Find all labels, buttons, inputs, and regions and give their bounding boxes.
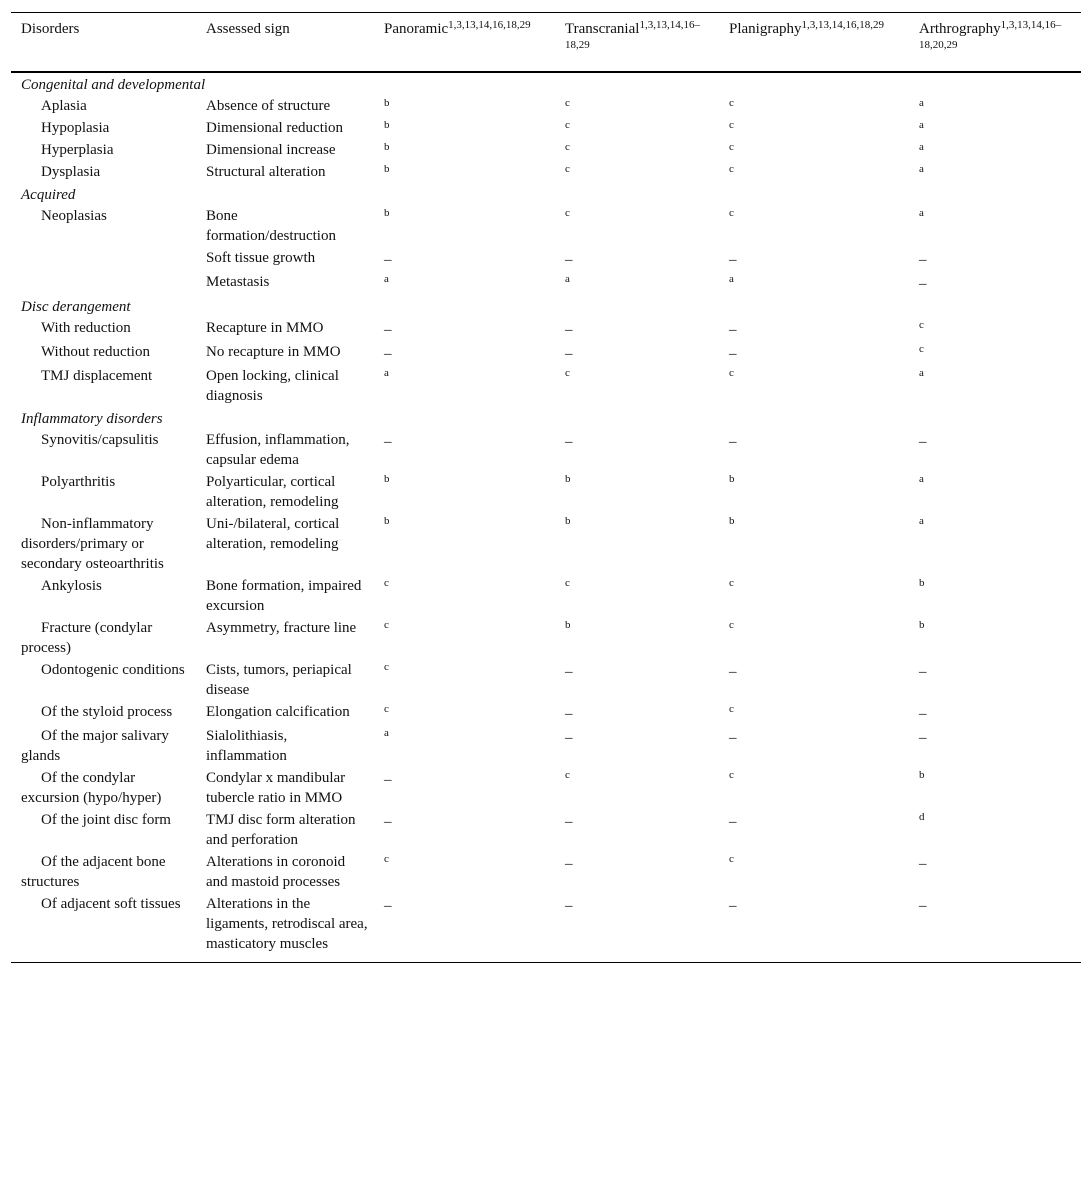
section-label: Disc derangement — [21, 299, 131, 315]
arthrography-cell: b — [919, 769, 925, 781]
disorder-cell: Odontogenic conditions — [41, 662, 185, 678]
planigraphy-cell: c — [729, 207, 734, 219]
planigraphy-cell: b — [729, 473, 735, 485]
assessed-sign-cell: Bone formation, impaired excursion — [206, 578, 362, 614]
table-row — [11, 701, 1081, 725]
arthrography-cell: – — [919, 856, 927, 872]
table-row — [11, 809, 1081, 851]
panoramic-cell: – — [384, 346, 392, 362]
disorder-cell: Dysplasia — [41, 164, 101, 180]
arthrography-cell: d — [919, 811, 925, 823]
transcranial-cell: – — [565, 252, 573, 268]
disorder-cell: Hyperplasia — [41, 142, 114, 158]
section-label: Acquired — [21, 187, 76, 203]
assessed-sign-cell: Dimensional increase — [206, 142, 336, 158]
arthrography-cell: – — [919, 730, 927, 746]
transcranial-cell: a — [565, 273, 570, 285]
panoramic-cell: b — [384, 207, 390, 219]
disorder-cell — [11, 271, 196, 295]
planigraphy-cell: – — [729, 730, 737, 746]
disorder-cell: Non-inflammatory disorders/primary or secondary osteoarthritis — [21, 516, 164, 572]
planigraphy-cell: – — [729, 814, 737, 830]
section-label: Congenital and developmental — [21, 77, 206, 93]
arthrography-cell: – — [919, 898, 927, 914]
transcranial-cell: – — [565, 898, 573, 914]
table-row — [11, 725, 1081, 767]
planigraphy-cell: – — [729, 346, 737, 362]
panoramic-cell: c — [384, 619, 389, 631]
disorder-cell: Of the major salivary glands — [21, 728, 169, 764]
planigraphy-cell: a — [729, 273, 734, 285]
table-row — [11, 471, 1081, 513]
table-row — [11, 341, 1081, 365]
header-disorders: Disorders — [21, 21, 80, 37]
panoramic-cell: – — [384, 322, 392, 338]
disorder-cell: Of the styloid process — [41, 704, 173, 720]
planigraphy-cell: – — [729, 898, 737, 914]
section-label: Inflammatory disorders — [21, 411, 163, 427]
arthrography-cell: a — [919, 207, 924, 219]
table-row — [11, 575, 1081, 617]
table-row — [11, 161, 1081, 183]
table-row — [11, 767, 1081, 809]
planigraphy-cell: – — [729, 322, 737, 338]
panoramic-cell: – — [384, 814, 392, 830]
transcranial-cell: c — [565, 119, 570, 131]
table-row — [11, 271, 1081, 295]
disorder-cell: Polyarthritis — [41, 474, 116, 490]
transcranial-cell: – — [565, 434, 573, 450]
disorder-cell: Of the condylar excursion (hypo/hyper) — [21, 770, 162, 806]
disorder-cell: Neoplasias — [41, 208, 107, 224]
assessed-sign-cell: Absence of structure — [206, 98, 331, 114]
planigraphy-cell: c — [729, 703, 734, 715]
assessed-sign-cell: Effusion, inflammation, capsular edema — [206, 432, 350, 468]
panoramic-cell: c — [384, 661, 389, 673]
disorder-cell: Of the adjacent bone structures — [21, 854, 166, 890]
table-row — [11, 513, 1081, 575]
assessed-sign-cell: No recapture in MMO — [206, 344, 341, 360]
assessed-sign-cell: Cists, tumors, periapical disease — [206, 662, 352, 698]
panoramic-cell: c — [384, 577, 389, 589]
table-header — [11, 13, 1081, 73]
planigraphy-cell: c — [729, 367, 734, 379]
planigraphy-cell: c — [729, 853, 734, 865]
section-row — [11, 72, 1081, 95]
arthrography-cell: b — [919, 619, 925, 631]
assessed-sign-cell: Open locking, clinical diagnosis — [206, 368, 339, 404]
table-row — [11, 247, 1081, 271]
header-planigraphy: Planigraphy$^{1,3,13,14,16,18,29}$ — [729, 19, 884, 37]
panoramic-cell: c — [384, 703, 389, 715]
transcranial-cell: c — [565, 769, 570, 781]
disorder-cell: Of adjacent soft tissues — [41, 896, 181, 912]
panoramic-cell: b — [384, 473, 390, 485]
assessed-sign-cell: Uni-/bilateral, cortical alteration, remodeling — [206, 516, 340, 552]
assessed-sign-cell: TMJ disc form alteration and perforation — [206, 812, 356, 848]
panoramic-cell: c — [384, 853, 389, 865]
table-row — [11, 429, 1081, 471]
transcranial-cell: – — [565, 856, 573, 872]
arthrography-cell: a — [919, 163, 924, 175]
section-row — [11, 183, 1081, 205]
planigraphy-cell: – — [729, 434, 737, 450]
table-row — [11, 365, 1081, 407]
disorder-cell: Synovitis/capsulitis — [41, 432, 159, 448]
arthrography-cell: a — [919, 515, 924, 527]
transcranial-cell: b — [565, 473, 571, 485]
assessed-sign-cell: Metastasis — [206, 274, 270, 290]
planigraphy-cell: c — [729, 769, 734, 781]
planigraphy-cell: c — [729, 141, 734, 153]
table-body — [11, 72, 1081, 963]
transcranial-cell: – — [565, 814, 573, 830]
disorder-cell: Of the joint disc form — [41, 812, 171, 828]
arthrography-cell: a — [919, 367, 924, 379]
transcranial-cell: – — [565, 730, 573, 746]
table-row — [11, 893, 1081, 963]
panoramic-cell: a — [384, 727, 389, 739]
table-row — [11, 205, 1081, 247]
table-row — [11, 617, 1081, 659]
arthrography-cell: a — [919, 97, 924, 109]
planigraphy-cell: – — [729, 664, 737, 680]
transcranial-cell: – — [565, 346, 573, 362]
header-arthrography: Arthrography$^{1,3,13,14,16-18,20,29}$ — [919, 19, 1062, 51]
arthrography-cell: a — [919, 473, 924, 485]
panoramic-cell: – — [384, 252, 392, 268]
header-assessed-sign: Assessed sign — [206, 21, 290, 37]
panoramic-cell: b — [384, 97, 390, 109]
panoramic-cell: a — [384, 367, 389, 379]
arthrography-cell: a — [919, 119, 924, 131]
transcranial-cell: – — [565, 664, 573, 680]
assessed-sign-cell: Soft tissue growth — [206, 250, 316, 266]
header-panoramic: Panoramic$^{1,3,13,14,16,18,29}$ — [384, 19, 531, 37]
transcranial-cell: b — [565, 619, 571, 631]
header-transcranial: Transcranial$^{1,3,13,14,16-18,29}$ — [565, 19, 700, 51]
disorder-cell: Hypoplasia — [41, 120, 110, 136]
assessed-sign-cell: Sialolithiasis, inflammation — [206, 728, 288, 764]
disorder-cell: Aplasia — [41, 98, 87, 114]
imaging-comparison-table — [11, 12, 1081, 963]
arthrography-cell: c — [919, 319, 924, 331]
panoramic-cell: – — [384, 434, 392, 450]
table-row — [11, 117, 1081, 139]
assessed-sign-cell: Elongation calcification — [206, 704, 350, 720]
arthrography-cell: – — [919, 434, 927, 450]
planigraphy-cell: c — [729, 619, 734, 631]
transcranial-cell: c — [565, 97, 570, 109]
assessed-sign-cell: Polyarticular, cortical alteration, remodeling — [206, 474, 339, 510]
arthrography-cell: – — [919, 706, 927, 722]
assessed-sign-cell: Bone formation/destruction — [206, 208, 336, 244]
panoramic-cell: b — [384, 163, 390, 175]
section-row — [11, 295, 1081, 317]
panoramic-cell: b — [384, 141, 390, 153]
assessed-sign-cell: Condylar x mandibular tubercle ratio in MMO — [206, 770, 346, 806]
planigraphy-cell: – — [729, 252, 737, 268]
table-row — [11, 317, 1081, 341]
planigraphy-cell: b — [729, 515, 735, 527]
arthrography-cell: c — [919, 343, 924, 355]
table-row — [11, 851, 1081, 893]
transcranial-cell: c — [565, 207, 570, 219]
transcranial-cell: c — [565, 141, 570, 153]
table-row — [11, 95, 1081, 117]
section-row — [11, 407, 1081, 429]
arthrography-cell: – — [919, 664, 927, 680]
table-container — [11, 12, 1081, 963]
assessed-sign-cell: Asymmetry, fracture line — [206, 620, 357, 636]
transcranial-cell: c — [565, 367, 570, 379]
transcranial-cell: – — [565, 322, 573, 338]
disorder-cell: Ankylosis — [41, 578, 102, 594]
transcranial-cell: – — [565, 706, 573, 722]
header-row — [11, 13, 1081, 73]
transcranial-cell: c — [565, 163, 570, 175]
transcranial-cell: b — [565, 515, 571, 527]
planigraphy-cell: c — [729, 163, 734, 175]
assessed-sign-cell: Dimensional reduction — [206, 120, 344, 136]
planigraphy-cell: c — [729, 577, 734, 589]
arthrography-cell: b — [919, 577, 925, 589]
assessed-sign-cell: Recapture in MMO — [206, 320, 324, 336]
disorder-cell — [11, 247, 196, 271]
assessed-sign-cell: Alterations in coronoid and mastoid processes — [206, 854, 346, 890]
disorder-cell: TMJ displacement — [41, 368, 153, 384]
panoramic-cell: – — [384, 898, 392, 914]
transcranial-cell: c — [565, 577, 570, 589]
arthrography-cell: – — [919, 276, 927, 292]
planigraphy-cell: c — [729, 97, 734, 109]
disorder-cell: Without reduction — [41, 344, 150, 360]
assessed-sign-cell: Structural alteration — [206, 164, 326, 180]
table-row — [11, 659, 1081, 701]
disorder-cell: With reduction — [41, 320, 131, 336]
panoramic-cell: a — [384, 273, 389, 285]
arthrography-cell: a — [919, 141, 924, 153]
assessed-sign-cell: Alterations in the ligaments, retrodiscal area, masticatory muscles — [206, 896, 368, 952]
arthrography-cell: – — [919, 252, 927, 268]
panoramic-cell: b — [384, 119, 390, 131]
planigraphy-cell: c — [729, 119, 734, 131]
panoramic-cell: – — [384, 772, 392, 788]
panoramic-cell: b — [384, 515, 390, 527]
disorder-cell: Fracture (condylar process) — [21, 620, 153, 656]
table-row — [11, 139, 1081, 161]
